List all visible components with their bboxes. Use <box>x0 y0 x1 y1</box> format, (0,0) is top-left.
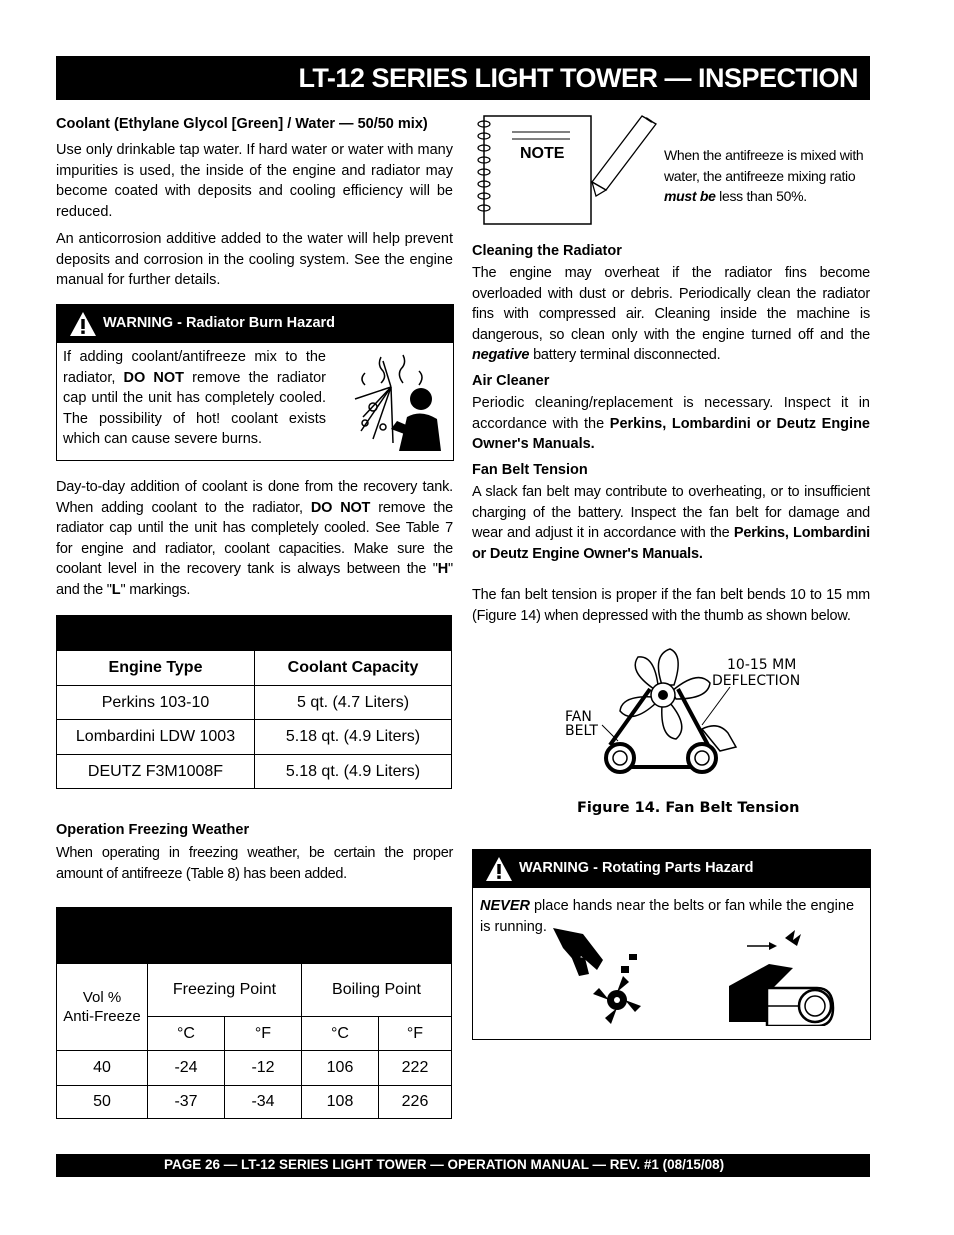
hand-belt-hazard-icon <box>727 926 837 1026</box>
warning-rotating-box <box>472 849 871 1040</box>
deflection-label-1: 10-15 MM <box>727 657 797 673</box>
deflection-label-2: DEFLECTION <box>712 673 801 689</box>
table8-header-band <box>56 907 452 963</box>
table-cell: Perkins 103-10 <box>57 686 255 720</box>
fan-belt-paragraph: A slack fan belt may contribute to overheating, or to insufficient charging of the battery. Inspect the fan belt for damage and wear and adjust it in accordance with the Perkins, Lombardini or Deutz Engine Owner's Manuals. <box>472 484 871 562</box>
warning-triangle-icon <box>69 311 97 337</box>
freezing-paragraph: When operating in freezing weather, be certain the proper amount of antifreeze (Table 8) has been added. <box>56 845 453 882</box>
air-cleaner-heading: Air Cleaner <box>472 373 550 389</box>
footer-text: PAGE 26 — LT-12 SERIES LIGHT TOWER — OPERATION MANUAL — REV. #1 (08/15/08) <box>164 1157 725 1172</box>
table-cell: 5.18 qt. (4.9 Liters) <box>255 720 452 755</box>
warning-rotating-header <box>473 850 870 888</box>
page-title: LT-12 SERIES LIGHT TOWER — INSPECTION <box>298 63 858 93</box>
fan-belt-heading: Fan Belt Tension <box>472 462 588 478</box>
steam-burn-icon <box>343 347 443 455</box>
table7-col-engine: Engine Type <box>57 651 255 686</box>
coolant-paragraph-2: An anticorrosion additive added to the water will help prevent deposits and corrosion in the cooling system. See the engine manual for further details. <box>56 231 453 288</box>
table-cell: 106 <box>302 1051 379 1086</box>
note-label: NOTE <box>520 145 565 162</box>
table-cell: -24 <box>148 1051 225 1086</box>
unit-fahrenheit: °F <box>379 1017 452 1051</box>
table-cell: Lombardini LDW 1003 <box>57 720 255 755</box>
figure-caption: Figure 14. Fan Belt Tension <box>577 800 800 816</box>
table8-freezing-header: Freezing Point <box>148 964 302 1017</box>
unit-celsius: °C <box>148 1017 225 1051</box>
warning-rotating-title: WARNING - Rotating Parts Hazard <box>519 860 754 876</box>
table7-col-capacity: Coolant Capacity <box>255 651 452 686</box>
coolant-capacity-table <box>56 650 452 789</box>
table-cell: 50 <box>57 1086 148 1119</box>
warning-burn-box <box>56 304 454 461</box>
table8-vol-header: Vol % Anti-Freeze <box>57 964 148 1051</box>
warning-burn-text: If adding coolant/antifreeze mix to the radiator, DO NOT remove the radiator cap until the unit has completely cooled. The possibility of hot! coolant exists which can cause severe burns. <box>63 349 327 447</box>
table-cell: -37 <box>148 1086 225 1119</box>
warning-rotating-text: NEVER place hands near the belts or fan while the engine is running. <box>480 898 855 935</box>
notebook-icon <box>474 112 666 228</box>
table7-header-band <box>56 615 452 650</box>
note-text: When the antifreeze is mixed with water, the antifreeze mixing ratio must be less than 50%. <box>664 147 864 204</box>
belt-label: BELT <box>565 723 598 739</box>
warning-burn-header <box>57 305 453 343</box>
table-cell: 226 <box>379 1086 452 1119</box>
table-row <box>57 1051 452 1086</box>
warning-triangle-icon <box>485 856 513 882</box>
table-row <box>57 720 452 755</box>
table-cell: 40 <box>57 1051 148 1086</box>
coolant-paragraph-1: Use only drinkable tap water. If hard water or water with many impurities is used, the inside of the engine and radiator may become coated with deposits and cooling efficiency will be reduced. <box>56 142 453 220</box>
table-row <box>57 755 452 789</box>
table-cell: -12 <box>225 1051 302 1086</box>
table8-boiling-header: Boiling Point <box>302 964 452 1017</box>
table-row <box>57 1086 452 1119</box>
table-cell: DEUTZ F3M1008F <box>57 755 255 789</box>
table-row <box>57 686 452 720</box>
table-cell: -34 <box>225 1086 302 1119</box>
unit-fahrenheit: °F <box>225 1017 302 1051</box>
hand-fan-hazard-icon <box>549 920 649 1028</box>
air-cleaner-paragraph: Periodic cleaning/replacement is necessary. Inspect it in accordance with the Perkins, Lombardini or Deutz Engine Owner's Manuals. <box>472 395 870 452</box>
table-cell: 5 qt. (4.7 Liters) <box>255 686 452 720</box>
table-cell: 108 <box>302 1086 379 1119</box>
page-header-bar <box>56 56 870 100</box>
radiator-paragraph: The engine may overheat if the radiator fins become overloaded with dust or debris. Periodically clean the radiator fins with compressed air. Cleaning inside the machine is dangerous, so clean only with the engine turned off and the negative battery terminal disconnected. <box>472 265 870 363</box>
warning-burn-title: WARNING - Radiator Burn Hazard <box>103 315 336 331</box>
freezing-heading: Operation Freezing Weather <box>56 822 250 838</box>
page-footer-bar <box>56 1154 870 1177</box>
day-to-day-paragraph: Day-to-day addition of coolant is done from the recovery tank. When adding coolant to the radiator, DO NOT remove the radiator cap until the unit has completely cooled. See Table 7 for engine and radiator, coolant capacities. Make sure the coolant level in the recovery tank is always between the "H" and the "L" markings. <box>56 479 453 598</box>
table-cell: 222 <box>379 1051 452 1086</box>
fan-label: FAN <box>565 709 592 725</box>
radiator-heading: Cleaning the Radiator <box>472 243 622 259</box>
fan-belt-paragraph-2: The fan belt tension is proper if the fan belt bends 10 to 15 mm (Figure 14) when depressed with the thumb as shown below. <box>472 587 870 624</box>
antifreeze-table <box>56 963 452 1119</box>
unit-celsius: °C <box>302 1017 379 1051</box>
table-cell: 5.18 qt. (4.9 Liters) <box>255 755 452 789</box>
coolant-heading: Coolant (Ethylane Glycol [Green] / Water — 50/50 mix) <box>56 116 428 132</box>
